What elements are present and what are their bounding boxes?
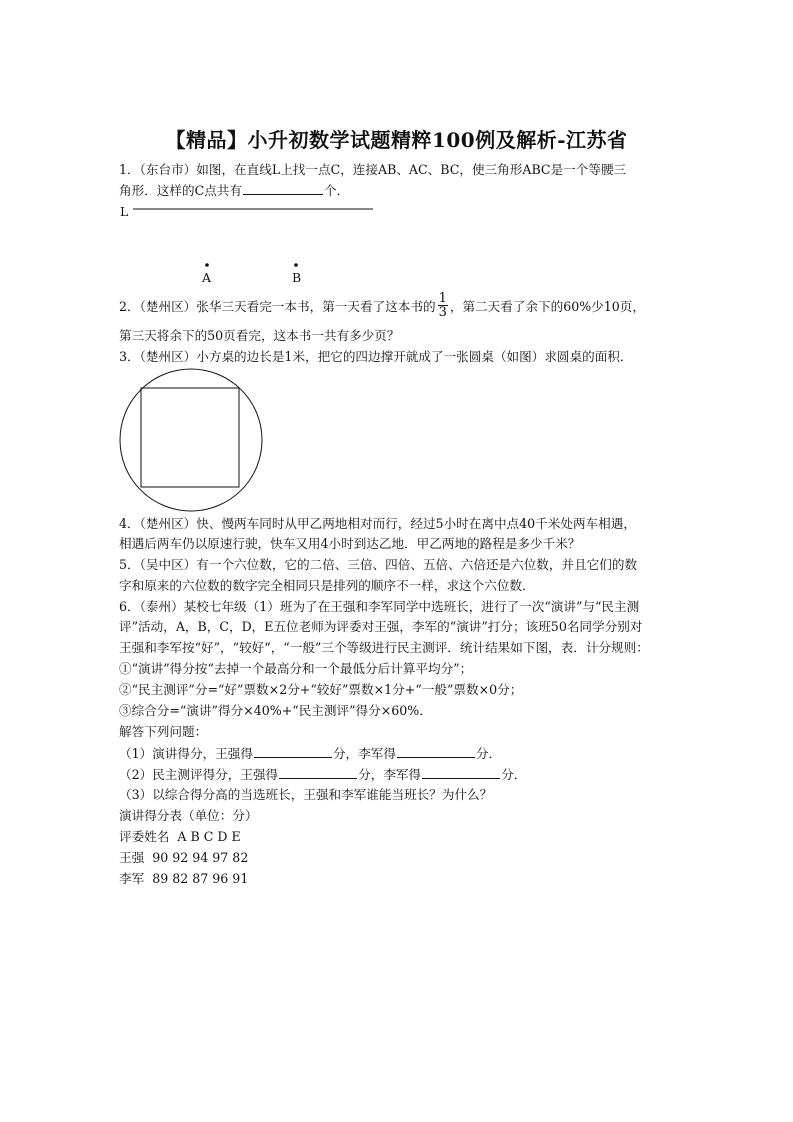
q6-sub1-blank-wang[interactable] <box>254 744 332 758</box>
q6-line2: 评”活动，A，B，C，D，E五位老师为评委对王强，李军的“演讲”打分；该班50名同学分别对 <box>119 619 643 634</box>
q2-line1-text: 2．（楚州区）张华三天看完一本书，第一天看了这本书的 <box>119 299 436 314</box>
point-b-label: B <box>292 270 302 285</box>
q6-sub2 <box>119 765 526 784</box>
q6-answer-intro: 解答下列问题： <box>119 724 208 739</box>
q6-rule3: ③综合分=“演讲”得分×40%+“民主测评”得分×60%． <box>119 703 432 718</box>
q6-rule2: ②“民主测评”分=“好”票数×2分+“较好”票数×1分+“一般”票数×0分； <box>119 682 523 697</box>
q4-line2: 相遇后两车仍以原速行驶，快车又用4小时到达乙地．甲乙两地的路程是多少千米？ <box>119 536 581 551</box>
one-third-fraction <box>438 292 448 319</box>
q1-answer-blank[interactable] <box>243 181 323 195</box>
q6-table-row-wang: 王强 90 92 94 97 82 <box>119 850 249 865</box>
q6-sub1-blank-li[interactable] <box>397 744 475 758</box>
q6-sub1-end: 分． <box>475 746 502 761</box>
q6-sub1-text: （1）演讲得分，王强得 <box>119 746 253 761</box>
q6-sub1 <box>119 744 501 763</box>
q2-line2: 第三天将余下的50页看完，这本书一共有多少页？ <box>119 328 400 343</box>
fraction-denominator: 3 <box>438 305 447 320</box>
q3-line1: 3．（楚州区）小方桌的边长是1米，把它的四边撑开就成了一张圆桌（如图）求圆桌的面积． <box>119 349 633 364</box>
q6-table-caption: 演讲得分表（单位：分） <box>119 808 258 823</box>
q3-figure-circle-square <box>118 367 266 515</box>
point-b-dot <box>294 263 298 267</box>
q6-rule1: ①“演讲”得分按“去掉一个最高分和一个最低分后计算平均分”； <box>119 661 473 676</box>
q2-line1-suffix: ，第二天看了余下的60%少10页， <box>449 299 645 314</box>
q6-table-header: 评委姓名 A B C D E <box>119 829 241 844</box>
document-title: 【精品】小升初数学试题精粹100例及解析-江苏省 <box>165 128 628 152</box>
fraction-numerator: 1 <box>438 291 447 306</box>
q4-line1: 4．（楚州区）快、慢两车同时从甲乙两地相对而行，经过5小时在离中点40千米处两车相遇， <box>119 516 636 531</box>
point-a-label: A <box>202 270 212 285</box>
q6-sub2-blank-wang[interactable] <box>279 765 357 779</box>
q2-line1 <box>119 291 645 321</box>
q5-line1: 5．（吴中区）有一个六位数，它的二倍、三倍、四倍、五倍、六倍还是六位数，并且它们的数 <box>119 557 638 572</box>
q6-sub2-mid: 分，李军得 <box>358 767 422 782</box>
q6-sub1-mid: 分，李军得 <box>332 746 396 761</box>
point-a-dot <box>205 263 209 267</box>
q6-line1: 6．（泰州）某校七年级（1）班为了在王强和李军同学中选班长，进行了一次“演讲”与“民主测 <box>119 599 640 614</box>
q1-figure <box>115 200 385 290</box>
q6-sub2-blank-li[interactable] <box>422 765 500 779</box>
q1-line2 <box>119 181 349 200</box>
q5-line2: 字和原来的六位数的数字完全相同只是排列的顺序不一样，求这个六位数． <box>119 578 535 593</box>
q6-line3: 王强和李军按“好”，“较好“，“一般”三个等级进行民主测评．统计结果如下图，表．计分规则： <box>119 640 649 655</box>
square-table <box>141 388 239 487</box>
q6-sub2-end: 分． <box>501 767 527 782</box>
line-l-label: L <box>120 204 129 219</box>
q1-line1: 1．（东台市）如图，在直线L上找一点C，连接AB、AC、BC，使三角形ABC是一个等腰三 <box>119 162 627 177</box>
q1-line2-text: 角形．这样的C点共有 <box>119 183 242 198</box>
q6-sub2-text: （2）民主测评得分，王强得 <box>119 767 279 782</box>
q6-table-row-li: 李军 89 82 87 96 91 <box>119 871 249 886</box>
q1-line2-suffix: 个． <box>323 183 350 198</box>
q6-sub3: （3）以综合得分高的当选班长，王强和李军谁能当班长？为什么？ <box>119 787 493 802</box>
